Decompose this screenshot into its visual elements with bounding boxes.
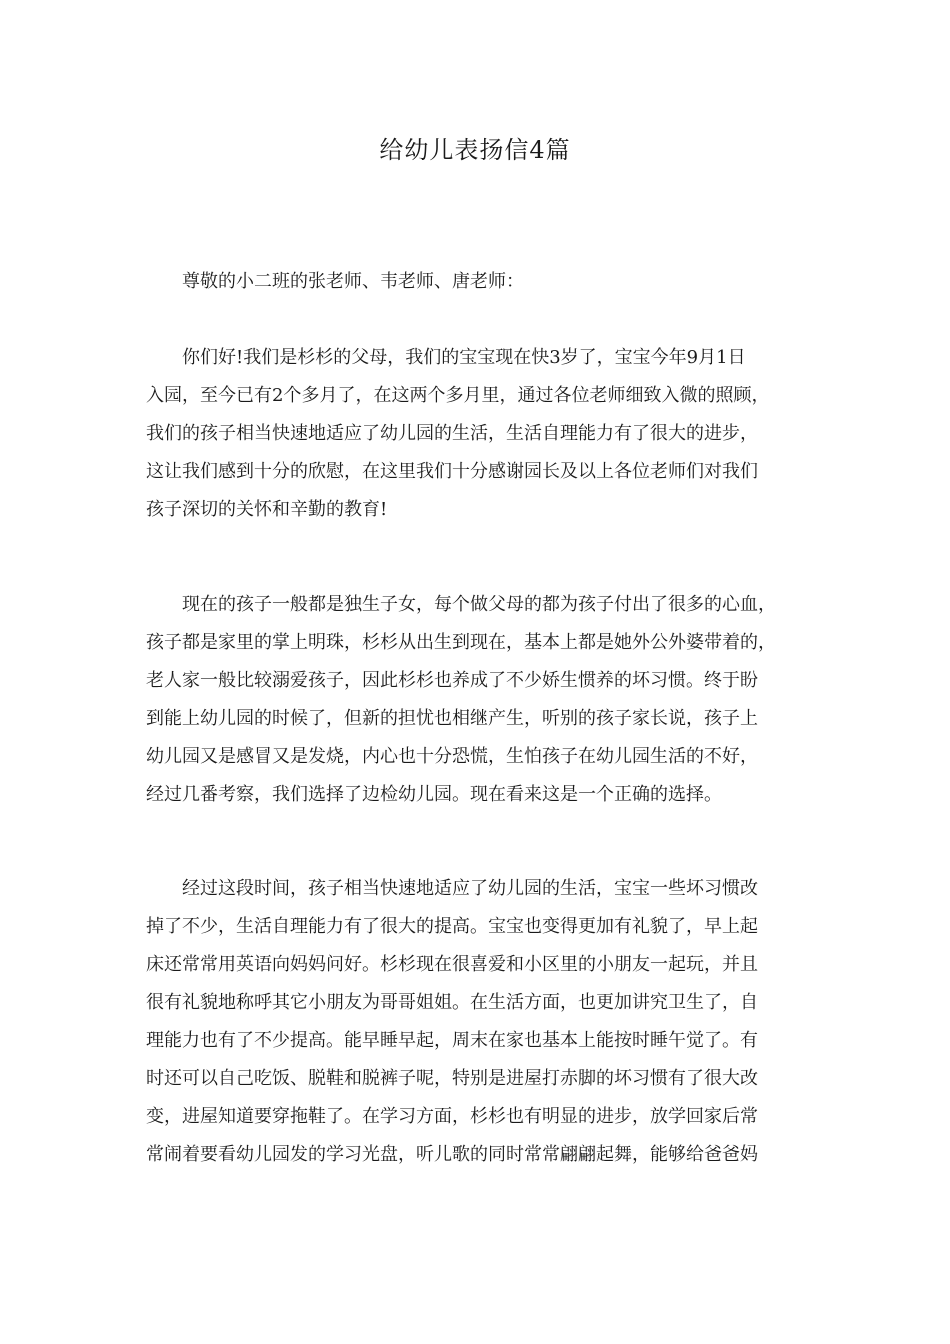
paragraph-line: 这让我们感到十分的欣慰，在这里我们十分感谢园长及以上各位老师们对我们 (146, 461, 758, 482)
paragraph-line: 时还可以自己吃饭、脱鞋和脱裤子呢，特别是进屋打赤脚的坏习惯有了很大改 (146, 1068, 758, 1089)
paragraph-line: 到能上幼儿园的时候了，但新的担忧也相继产生，听别的孩子家长说，孩子上 (146, 708, 758, 729)
paragraph-line: 我们的孩子相当快速地适应了幼儿园的生活，生活自理能力有了很大的进步， (146, 423, 758, 444)
paragraph-line: 老人家一般比较溺爱孩子，因此杉杉也养成了不少娇生惯养的坏习惯。终于盼 (146, 670, 758, 691)
paragraph-line: 幼儿园又是感冒又是发烧，内心也十分恐慌，生怕孩子在幼儿园生活的不好， (146, 746, 758, 767)
salutation-paragraph (146, 263, 804, 301)
paragraph-line: 入园，至今已有2个多月了，在这两个多月里，通过各位老师细致入微的照顾， (146, 385, 770, 406)
paragraph-line: 孩子都是家里的掌上明珠，杉杉从出生到现在，基本上都是她外公外婆带着的， (146, 632, 776, 653)
paragraph-line: 很有礼貌地称呼其它小朋友为哥哥姐姐。在生活方面，也更加讲究卫生了，自 (146, 992, 758, 1013)
salutation-line: 尊敬的小二班的张老师、韦老师、唐老师： (182, 271, 524, 292)
paragraph-line: 掉了不少，生活自理能力有了很大的提高。宝宝也变得更加有礼貌了，早上起 (146, 916, 758, 937)
paragraph-2 (146, 586, 804, 814)
paragraph-line: 床还常常用英语向妈妈问好。杉杉现在很喜爱和小区里的小朋友一起玩，并且 (146, 954, 758, 975)
paragraph-line: 经过几番考察，我们选择了边检幼儿园。现在看来这是一个正确的选择。 (146, 784, 722, 805)
paragraph-line: 理能力也有了不少提高。能早睡早起，周末在家也基本上能按时睡午觉了。有 (146, 1030, 758, 1051)
paragraph-line: 常闹着要看幼儿园发的学习光盘，听儿歌的同时常常翩翩起舞，能够给爸爸妈 (146, 1144, 758, 1165)
paragraph-line: 变，进屋知道要穿拖鞋了。在学习方面，杉杉也有明显的进步，放学回家后常 (146, 1106, 758, 1127)
paragraph-1 (146, 339, 804, 529)
paragraph-line: 你们好!我们是杉杉的父母，我们的宝宝现在快3岁了，宝宝今年9月1日 (182, 347, 746, 368)
paragraph-line: 经过这段时间，孩子相当快速地适应了幼儿园的生活，宝宝一些坏习惯改 (182, 878, 758, 899)
paragraph-line: 现在的孩子一般都是独生子女，每个做父母的都为孩子付出了很多的心血， (182, 594, 776, 615)
paragraph-3 (146, 870, 804, 1174)
paragraph-line: 孩子深切的关怀和辛勤的教育! (146, 499, 388, 520)
document-title: 给幼儿表扬信4篇 (379, 136, 571, 164)
